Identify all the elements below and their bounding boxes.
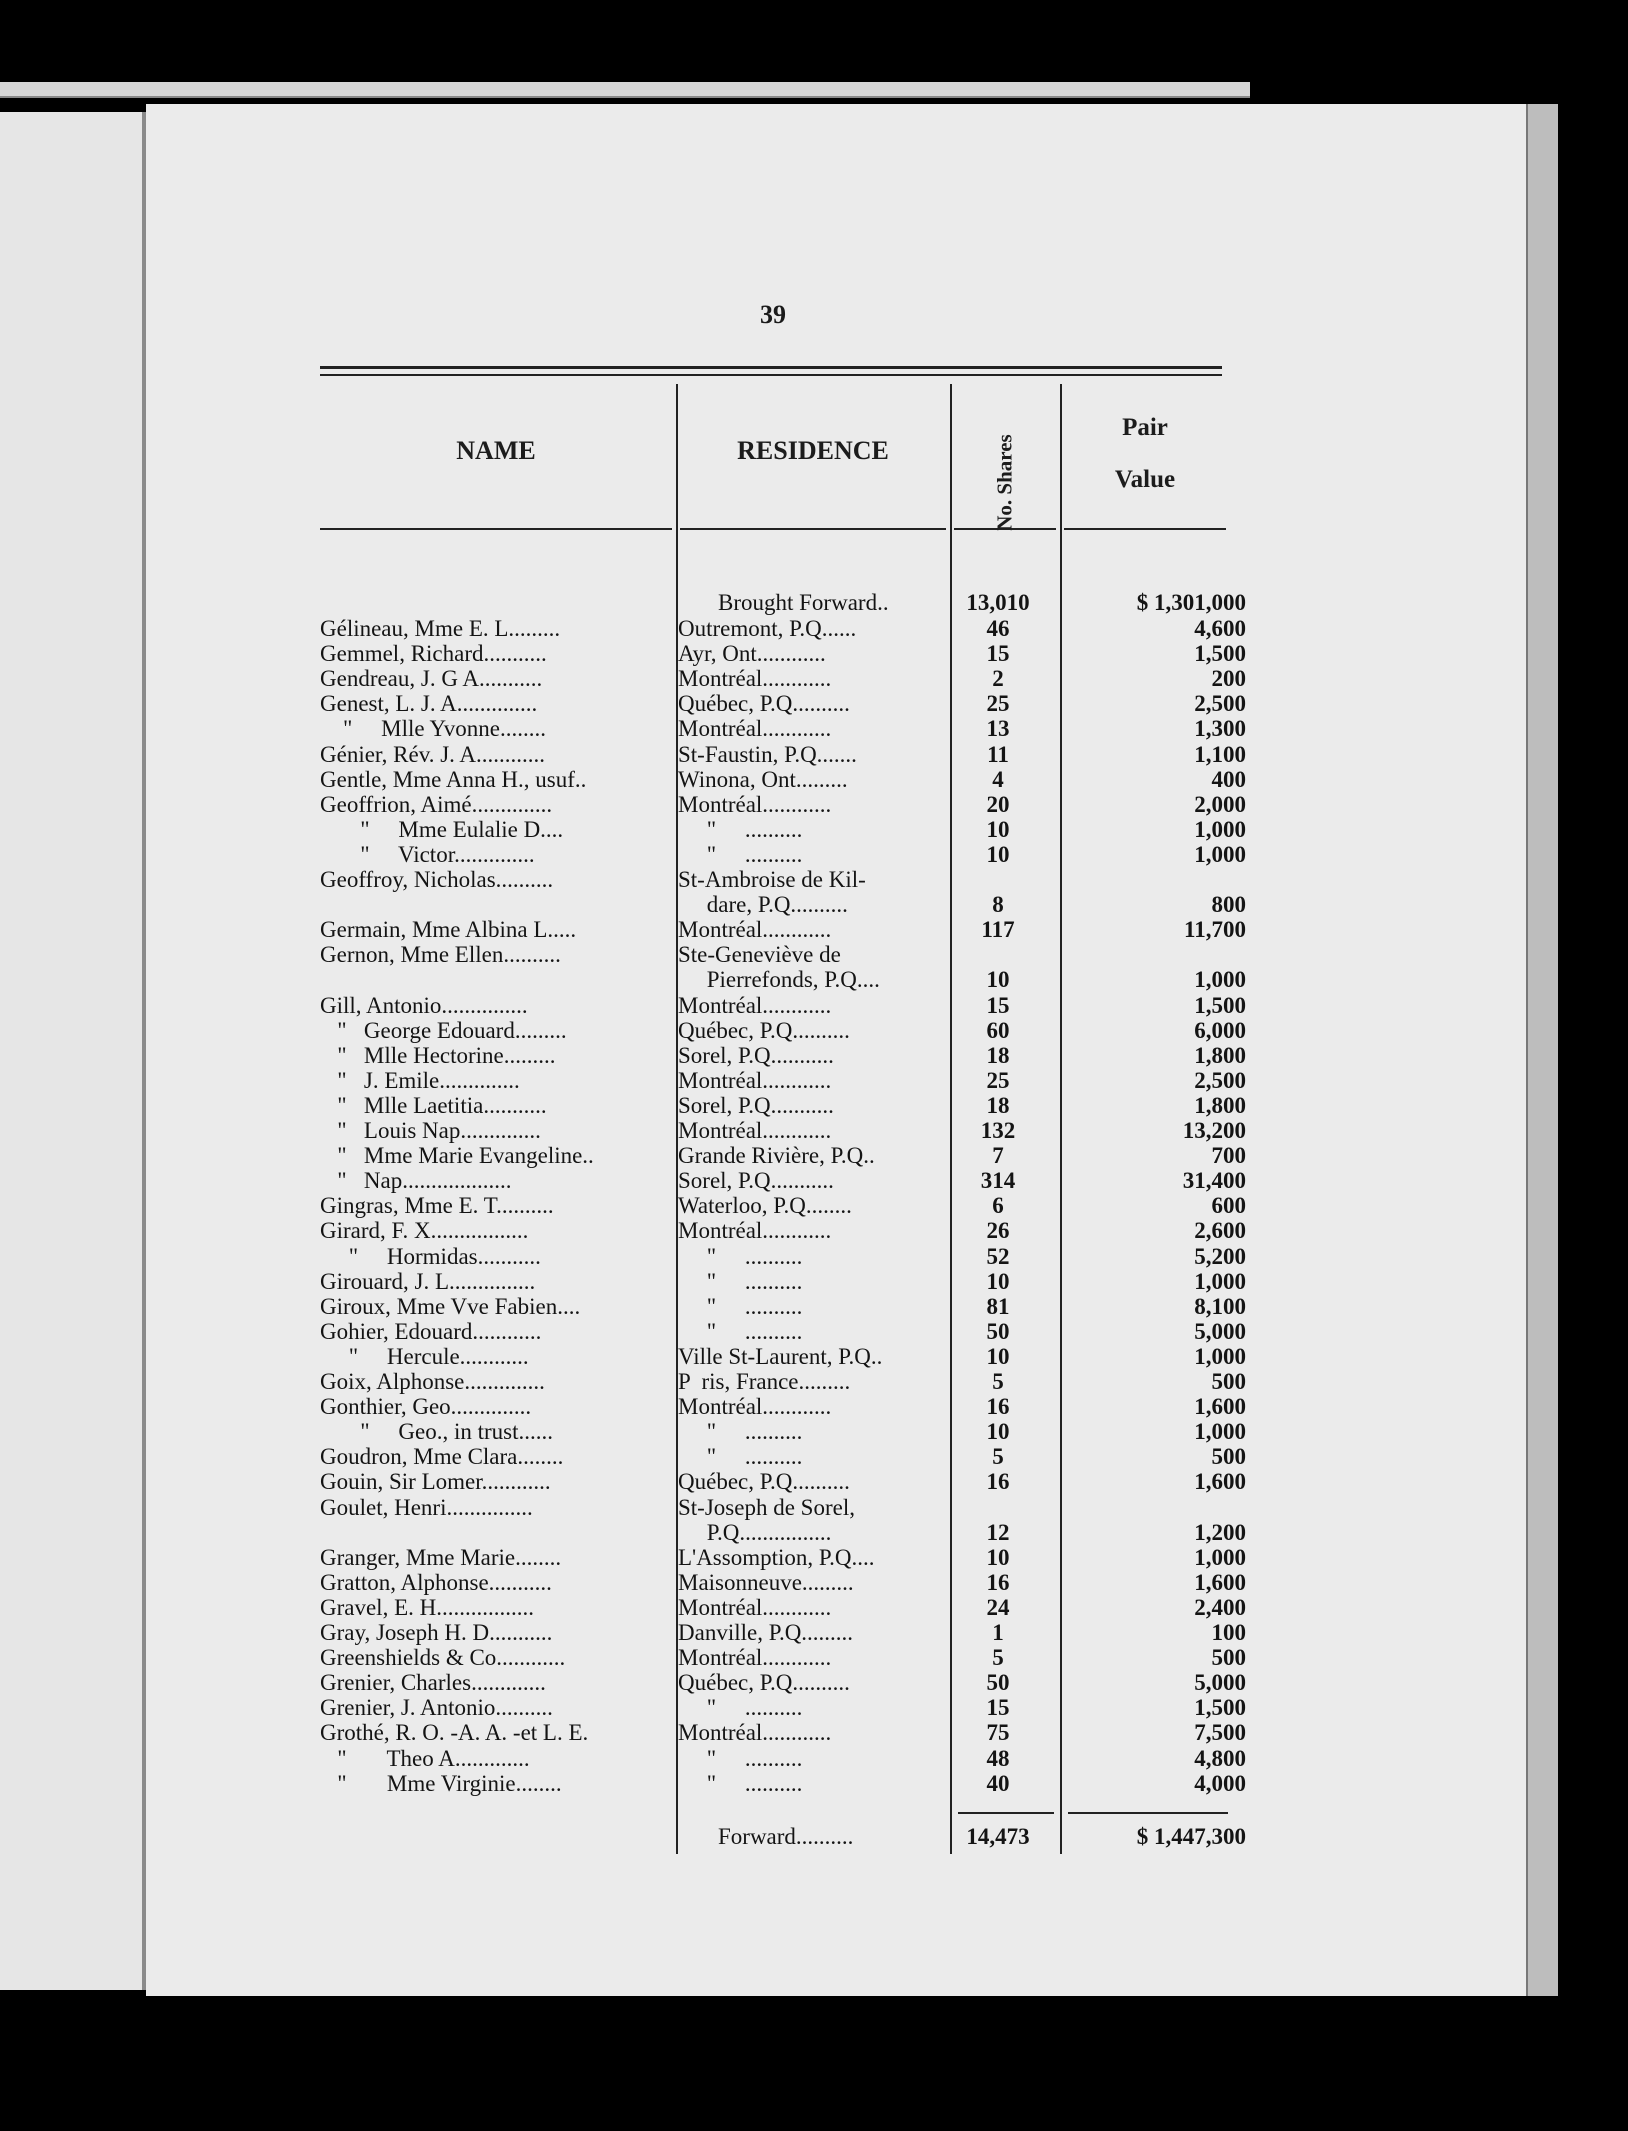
shares-cell: 117 bbox=[981, 917, 1015, 943]
table-row bbox=[320, 841, 1246, 867]
facing-page bbox=[0, 112, 146, 1990]
shares-cell: 10 bbox=[986, 967, 1010, 993]
shareholder-name: Gélineau, Mme E. L......... bbox=[320, 616, 561, 641]
residence-cell: Montréal............ bbox=[678, 666, 832, 692]
residence-cell: St-Faustin, P.Q....... bbox=[678, 741, 857, 767]
residence-cell: dare, P.Q.......... bbox=[678, 892, 848, 918]
shareholder-name: " Theo A............. bbox=[320, 1745, 530, 1771]
residence-cell: Montréal............ bbox=[678, 1394, 832, 1420]
residence-cell: " .......... bbox=[678, 1770, 803, 1796]
shares-cell: 15 bbox=[986, 641, 1010, 667]
shares-cell: 4 bbox=[992, 766, 1004, 792]
shareholder-name: Gonthier, Geo.............. bbox=[320, 1394, 532, 1420]
par-value-cell: 6,000 bbox=[1194, 1017, 1246, 1043]
header-rule-top-2 bbox=[320, 374, 1222, 376]
page-edge bbox=[1526, 104, 1558, 1996]
residence-cell: Maisonneuve......... bbox=[678, 1569, 854, 1595]
shareholder-name: Greenshields & Co............ bbox=[320, 1645, 566, 1671]
par-value-cell: 1,800 bbox=[1194, 1092, 1246, 1118]
residence-cell: " .......... bbox=[678, 1444, 803, 1470]
residence-cell: Québec, P.Q.......... bbox=[678, 1017, 850, 1043]
shareholder-name: Genest, L. J. A.............. bbox=[320, 691, 538, 717]
shares-cell: 16 bbox=[986, 1569, 1010, 1595]
shareholder-name: Girouard, J. L............... bbox=[320, 1268, 536, 1294]
table-row bbox=[320, 1620, 1246, 1645]
residence-cell: Ayr, Ont............ bbox=[678, 641, 826, 667]
shareholder-name: Goulet, Henri............... bbox=[320, 1494, 533, 1520]
shareholder-name: Giroux, Mme Vve Fabien.... bbox=[320, 1293, 581, 1319]
brought-forward-shares: 13,010 bbox=[966, 590, 1030, 615]
residence-cell: " .......... bbox=[678, 1745, 803, 1771]
residence-cell: Québec, P.Q.......... bbox=[678, 1670, 850, 1696]
forward-rule-value bbox=[1068, 1812, 1228, 1814]
table-row bbox=[320, 1720, 1246, 1746]
table-row bbox=[320, 1143, 1246, 1169]
residence-cell: Ste-Geneviève de bbox=[678, 942, 841, 968]
par-value-cell: 1,000 bbox=[1194, 1419, 1246, 1445]
par-value-cell: 5,000 bbox=[1194, 1670, 1246, 1696]
table-row bbox=[320, 766, 1246, 792]
table-row bbox=[320, 741, 1246, 767]
shareholder-name: Gendreau, J. G A........... bbox=[320, 666, 543, 692]
table-row bbox=[320, 1594, 1246, 1620]
residence-cell: Sorel, P.Q........... bbox=[678, 1092, 834, 1118]
table-row bbox=[320, 1444, 1246, 1470]
table-row bbox=[320, 1293, 1246, 1319]
residence-cell: Waterloo, P.Q........ bbox=[678, 1193, 852, 1219]
par-value-cell: 2,500 bbox=[1194, 691, 1246, 717]
shares-cell: 10 bbox=[986, 841, 1010, 867]
residence-cell: Sorel, P.Q........... bbox=[678, 1168, 834, 1194]
header-par-top: Pair bbox=[1122, 414, 1168, 441]
shareholder-name: " George Edouard......... bbox=[320, 1017, 567, 1043]
table-row bbox=[320, 1745, 1246, 1771]
residence-cell: " .......... bbox=[678, 1293, 803, 1319]
table-row bbox=[320, 1318, 1246, 1344]
shares-cell: 10 bbox=[986, 1343, 1010, 1369]
par-value-cell: 1,000 bbox=[1194, 816, 1246, 842]
table-row bbox=[320, 1770, 1246, 1796]
shares-cell: 10 bbox=[986, 816, 1010, 842]
residence-cell: " .......... bbox=[678, 1268, 803, 1294]
shareholder-name: " Mlle Hectorine......... bbox=[320, 1042, 556, 1068]
header-rule-bottom-2 bbox=[680, 528, 946, 530]
shares-cell: 24 bbox=[986, 1594, 1010, 1620]
table-row bbox=[320, 867, 1230, 892]
table-row bbox=[320, 942, 1230, 967]
shares-cell: 314 bbox=[980, 1168, 1016, 1194]
residence-cell: Montréal............ bbox=[678, 917, 832, 943]
shares-cell: 18 bbox=[986, 1042, 1010, 1068]
shares-cell: 16 bbox=[986, 1394, 1010, 1420]
table-row bbox=[320, 1670, 1246, 1696]
par-value-cell: 500 bbox=[1211, 1369, 1246, 1394]
shares-cell: 5 bbox=[992, 1369, 1004, 1394]
par-value-cell: 200 bbox=[1211, 666, 1246, 692]
residence-cell: P.Q................ bbox=[678, 1519, 832, 1545]
par-value-cell: 600 bbox=[1211, 1193, 1246, 1219]
par-value-cell: 7,500 bbox=[1194, 1720, 1246, 1746]
shares-cell: 81 bbox=[986, 1293, 1010, 1319]
table-row bbox=[320, 1017, 1246, 1043]
par-value-cell: 13,200 bbox=[1182, 1118, 1246, 1143]
shares-cell: 5 bbox=[992, 1645, 1004, 1671]
residence-cell: " .......... bbox=[678, 1695, 803, 1721]
brought-forward-value: $ 1,301,000 bbox=[1136, 590, 1246, 615]
table-row bbox=[320, 616, 1246, 641]
residence-cell: Québec, P.Q.......... bbox=[678, 691, 850, 717]
shares-cell: 50 bbox=[986, 1670, 1010, 1696]
shareholder-name: Gill, Antonio............... bbox=[320, 992, 528, 1018]
par-value-cell: 5,000 bbox=[1194, 1318, 1246, 1344]
shareholder-name: Germain, Mme Albina L..... bbox=[320, 917, 577, 943]
shares-cell: 40 bbox=[986, 1770, 1010, 1796]
shares-cell: 10 bbox=[986, 1419, 1010, 1445]
par-value-cell: 4,600 bbox=[1194, 616, 1246, 641]
shares-cell: 75 bbox=[986, 1720, 1010, 1746]
table-row bbox=[320, 1394, 1246, 1420]
shares-cell: 25 bbox=[986, 1067, 1010, 1093]
table-row bbox=[320, 666, 1246, 692]
par-value-cell: 1,000 bbox=[1194, 1544, 1246, 1570]
residence-cell: Montréal............ bbox=[678, 1645, 832, 1671]
par-value-cell: 1,600 bbox=[1194, 1469, 1246, 1495]
shares-cell: 10 bbox=[986, 1268, 1010, 1294]
shareholder-name: Gravel, E. H................. bbox=[320, 1594, 534, 1620]
shares-cell: 25 bbox=[986, 691, 1010, 717]
shares-cell: 18 bbox=[986, 1092, 1010, 1118]
table-row bbox=[320, 1168, 1246, 1194]
shareholder-name: Gouin, Sir Lomer............ bbox=[320, 1469, 551, 1495]
residence-cell: Montréal............ bbox=[678, 1594, 832, 1620]
shares-cell: 15 bbox=[986, 1695, 1010, 1721]
shareholder-name: Gernon, Mme Ellen.......... bbox=[320, 942, 561, 968]
par-value-cell: 1,200 bbox=[1194, 1519, 1246, 1545]
par-value-cell: 500 bbox=[1211, 1444, 1246, 1470]
shareholder-name: Geoffroy, Nicholas.......... bbox=[320, 867, 554, 892]
table-row bbox=[320, 1193, 1246, 1219]
residence-cell: Montréal............ bbox=[678, 716, 832, 742]
table-row bbox=[320, 1343, 1246, 1369]
par-value-cell: 31,400 bbox=[1182, 1168, 1246, 1194]
residence-cell: Pierrefonds, P.Q.... bbox=[678, 967, 880, 993]
shares-cell: 46 bbox=[986, 616, 1010, 641]
table-row bbox=[320, 691, 1246, 717]
shares-cell: 16 bbox=[986, 1469, 1010, 1495]
residence-cell: Montréal............ bbox=[678, 992, 832, 1018]
par-value-cell: 8,100 bbox=[1194, 1293, 1246, 1319]
par-value-cell: 1,000 bbox=[1194, 1343, 1246, 1369]
header-rule-top bbox=[320, 366, 1222, 369]
shareholder-name: " Louis Nap.............. bbox=[320, 1118, 541, 1143]
shareholder-name: Grothé, R. O. -A. A. -et L. E. bbox=[320, 1720, 589, 1746]
par-value-cell: 4,000 bbox=[1194, 1770, 1246, 1796]
table-row bbox=[320, 1243, 1246, 1269]
shares-cell: 12 bbox=[986, 1519, 1010, 1545]
shares-cell: 11 bbox=[987, 741, 1009, 767]
residence-cell: " .......... bbox=[678, 1243, 803, 1269]
residence-cell: " .......... bbox=[678, 1419, 803, 1445]
shareholder-name: " Mlle Yvonne........ bbox=[320, 716, 546, 742]
shares-cell: 48 bbox=[986, 1745, 1010, 1771]
residence-cell: P ris, France......... bbox=[678, 1369, 851, 1394]
table-row bbox=[320, 1469, 1246, 1495]
residence-cell: " .......... bbox=[678, 1318, 803, 1344]
shareholder-name: Génier, Rév. J. A............ bbox=[320, 741, 546, 767]
residence-cell: Winona, Ont......... bbox=[678, 766, 848, 792]
shareholder-name: " Hormidas........... bbox=[320, 1243, 541, 1269]
table-row bbox=[320, 716, 1246, 742]
shareholder-name: Geoffrion, Aimé.............. bbox=[320, 791, 553, 817]
shares-cell: 2 bbox=[992, 666, 1004, 692]
residence-cell: L'Assomption, P.Q.... bbox=[678, 1544, 875, 1570]
facing-page-edge-top bbox=[0, 82, 1250, 98]
shareholder-name: " Mme Marie Evangeline.. bbox=[320, 1143, 594, 1169]
shareholder-name: Gratton, Alphonse........... bbox=[320, 1569, 552, 1595]
brought-forward-label: Brought Forward.. bbox=[718, 590, 889, 615]
table-row bbox=[320, 1218, 1246, 1244]
par-value-cell: 2,600 bbox=[1194, 1218, 1246, 1244]
par-value-cell: 100 bbox=[1211, 1620, 1246, 1645]
header-residence: RESIDENCE bbox=[737, 436, 889, 465]
table-row bbox=[320, 791, 1246, 817]
shares-cell: 7 bbox=[992, 1143, 1004, 1169]
par-value-cell: 500 bbox=[1211, 1645, 1246, 1671]
shares-cell: 5 bbox=[992, 1444, 1004, 1470]
table-row bbox=[320, 1067, 1246, 1093]
shares-cell: 6 bbox=[992, 1193, 1004, 1219]
shares-cell: 20 bbox=[986, 791, 1010, 817]
par-value-cell: 1,600 bbox=[1194, 1394, 1246, 1420]
residence-cell: Grande Rivière, P.Q.. bbox=[678, 1143, 875, 1169]
table-row bbox=[320, 1495, 1230, 1520]
shareholder-name: " J. Emile.............. bbox=[320, 1067, 520, 1093]
shareholder-name: " Mme Eulalie D.... bbox=[320, 816, 564, 842]
par-value-cell: 1,000 bbox=[1194, 1268, 1246, 1294]
residence-cell: " .......... bbox=[678, 841, 803, 867]
shares-cell: 50 bbox=[986, 1318, 1010, 1344]
par-value-cell: 2,500 bbox=[1194, 1067, 1246, 1093]
table-row bbox=[320, 1544, 1246, 1570]
page-number: 39 bbox=[760, 300, 786, 329]
par-value-cell: 1,300 bbox=[1194, 716, 1246, 742]
forward-label: Forward.......... bbox=[718, 1824, 854, 1849]
header-par-bottom: Value bbox=[1114, 466, 1176, 493]
par-value-cell: 1,100 bbox=[1194, 741, 1246, 767]
par-value-cell: 1,000 bbox=[1194, 967, 1246, 993]
shares-cell: 52 bbox=[986, 1243, 1010, 1269]
shares-cell: 60 bbox=[986, 1017, 1010, 1043]
table-row bbox=[320, 892, 1246, 918]
par-value-cell: 1,500 bbox=[1194, 992, 1246, 1018]
par-value-cell: 700 bbox=[1211, 1143, 1246, 1169]
shareholder-name: Goix, Alphonse.............. bbox=[320, 1369, 545, 1394]
shareholder-name: Gray, Joseph H. D........... bbox=[320, 1620, 553, 1645]
table-row bbox=[320, 1569, 1246, 1595]
table-row bbox=[320, 1369, 1246, 1394]
shareholder-name: Grenier, Charles............. bbox=[320, 1670, 546, 1696]
residence-cell: Danville, P.Q......... bbox=[678, 1620, 854, 1645]
forward-rule-shares bbox=[958, 1812, 1054, 1814]
shareholder-name: " Nap................... bbox=[320, 1168, 512, 1194]
shares-cell: 26 bbox=[986, 1218, 1010, 1244]
header-shares: No. Shares bbox=[992, 434, 1017, 531]
shareholder-name: " Mme Virginie........ bbox=[320, 1770, 562, 1796]
residence-cell: Ville St-Laurent, P.Q.. bbox=[678, 1343, 883, 1369]
shareholder-name: " Victor.............. bbox=[320, 841, 535, 867]
shareholder-name: Gingras, Mme E. T.......... bbox=[320, 1193, 554, 1219]
residence-cell: Québec, P.Q.......... bbox=[678, 1469, 850, 1495]
shareholder-name: Grenier, J. Antonio.......... bbox=[320, 1695, 553, 1721]
par-value-cell: 1,600 bbox=[1194, 1569, 1246, 1595]
par-value-cell: 1,500 bbox=[1194, 641, 1246, 667]
forward-shares: 14,473 bbox=[966, 1824, 1030, 1849]
table-row bbox=[320, 816, 1246, 842]
table-row bbox=[320, 1419, 1246, 1445]
table-row bbox=[320, 1645, 1246, 1671]
residence-cell: Montréal............ bbox=[678, 1118, 832, 1143]
table-row bbox=[320, 641, 1246, 667]
par-value-cell: 1,500 bbox=[1194, 1695, 1246, 1721]
table-row bbox=[320, 1042, 1246, 1068]
residence-cell: Montréal............ bbox=[678, 1218, 832, 1244]
shares-cell: 15 bbox=[986, 992, 1010, 1018]
residence-cell: Montréal............ bbox=[678, 1720, 832, 1746]
header-rule-bottom-4 bbox=[1064, 528, 1226, 530]
shareholder-name: Gentle, Mme Anna H., usuf.. bbox=[320, 766, 587, 792]
residence-cell: Outremont, P.Q...... bbox=[678, 616, 857, 641]
residence-cell: Montréal............ bbox=[678, 1067, 832, 1093]
par-value-cell: 2,400 bbox=[1194, 1594, 1246, 1620]
shareholder-name: " Hercule............ bbox=[320, 1343, 529, 1369]
table-row bbox=[320, 917, 1246, 943]
par-value-cell: 2,000 bbox=[1194, 791, 1246, 817]
forward-value: $ 1,447,300 bbox=[1136, 1824, 1246, 1849]
residence-cell: St-Joseph de Sorel, bbox=[678, 1494, 855, 1520]
shareholder-name: " Geo., in trust...... bbox=[320, 1419, 553, 1445]
residence-cell: " .......... bbox=[678, 816, 803, 842]
table-row bbox=[320, 967, 1246, 993]
residence-cell: Sorel, P.Q........... bbox=[678, 1042, 834, 1068]
header-name: NAME bbox=[456, 436, 536, 465]
par-value-cell: 1,000 bbox=[1194, 841, 1246, 867]
shares-cell: 132 bbox=[980, 1118, 1016, 1143]
table-row bbox=[320, 1118, 1246, 1143]
residence-cell: Montréal............ bbox=[678, 791, 832, 817]
par-value-cell: 1,800 bbox=[1194, 1042, 1246, 1068]
shareholder-name: Girard, F. X................. bbox=[320, 1218, 529, 1244]
table-row bbox=[320, 992, 1246, 1018]
shares-cell: 1 bbox=[992, 1620, 1004, 1645]
table-row bbox=[320, 1268, 1246, 1294]
shares-cell: 8 bbox=[992, 892, 1004, 918]
par-value-cell: 11,700 bbox=[1184, 917, 1246, 943]
header-rule-bottom-1 bbox=[320, 528, 672, 530]
table-row bbox=[320, 1519, 1246, 1545]
shares-cell: 10 bbox=[986, 1544, 1010, 1570]
par-value-cell: 4,800 bbox=[1194, 1745, 1246, 1771]
par-value-cell: 400 bbox=[1211, 766, 1246, 792]
shareholder-name: " Mlle Laetitia........... bbox=[320, 1092, 547, 1118]
residence-cell: St-Ambroise de Kil- bbox=[678, 867, 866, 892]
shareholder-name: Gohier, Edouard............ bbox=[320, 1318, 542, 1344]
table-row bbox=[320, 1695, 1246, 1721]
shareholder-name: Granger, Mme Marie........ bbox=[320, 1544, 562, 1570]
par-value-cell: 5,200 bbox=[1194, 1243, 1246, 1269]
forward-row bbox=[320, 1824, 1246, 1849]
brought-forward-row bbox=[320, 590, 1246, 615]
shareholder-name: Goudron, Mme Clara........ bbox=[320, 1444, 564, 1470]
par-value-cell: 800 bbox=[1211, 892, 1246, 918]
shareholder-name: Gemmel, Richard........... bbox=[320, 641, 547, 667]
shares-cell: 13 bbox=[986, 716, 1010, 742]
table-row bbox=[320, 1092, 1246, 1118]
